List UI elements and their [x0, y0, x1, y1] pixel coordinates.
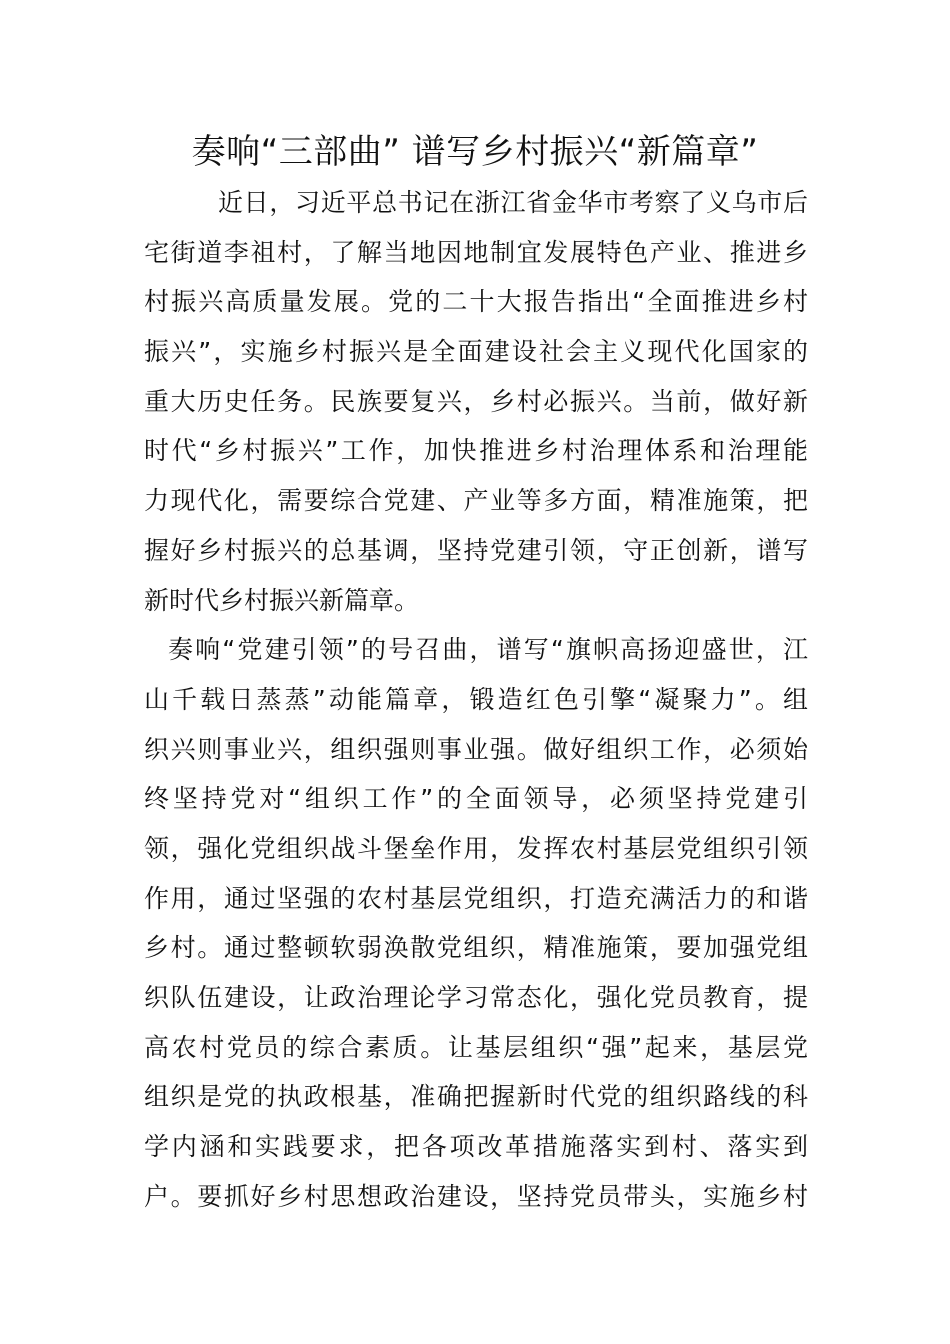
paragraph-2-line: 山千载日蒸蒸”动能篇章，锻造红色引擎“凝聚力”。组 [144, 684, 808, 714]
paragraph-2-line: 学内涵和实践要求，把各项改革措施落实到村、落实到 [144, 1132, 808, 1162]
paragraph-2-line: 终坚持党对“组织工作”的全面领导，必须坚持党建引 [144, 784, 808, 814]
paragraph-1-line: 力现代化，需要综合党建、产业等多方面，精准施策，把 [144, 486, 808, 516]
document-body [144, 178, 808, 1221]
paragraph-2-line: 奏响“党建引领”的号召曲，谱写“旗帜高扬迎盛世，江 [168, 635, 808, 665]
document-title: 奏响“三部曲” 谱写乡村振兴“新篇章” [191, 132, 759, 172]
paragraph-2-line: 组织是党的执政根基，准确把握新时代党的组织路线的科 [144, 1082, 808, 1112]
paragraph-1-line: 重大历史任务。民族要复兴，乡村必振兴。当前，做好新 [144, 386, 808, 416]
paragraph-2-line: 领，强化党组织战斗堡垒作用，发挥农村基层党组织引领 [144, 833, 808, 863]
paragraph-1-line: 近日，习近平总书记在浙江省金华市考察了义乌市后 [218, 188, 808, 217]
paragraph-1-line: 村振兴高质量发展。党的二十大报告指出“全面推进乡村 [144, 287, 808, 317]
paragraph-2-line: 织队伍建设，让政治理论学习常态化，强化党员教育，提 [144, 983, 808, 1012]
paragraph-1-line: 握好乡村振兴的总基调，坚持党建引领，守正创新，谱写 [144, 535, 808, 565]
paragraph-2-line: 织兴则事业兴，组织强则事业强。做好组织工作，必须始 [144, 734, 808, 764]
paragraph-1-line: 振兴”，实施乡村振兴是全面建设社会主义现代化国家的 [144, 337, 808, 367]
paragraph-2-line: 作用，通过坚强的农村基层党组织，打造充满活力的和谐 [144, 883, 808, 913]
paragraph-2-line: 高农村党员的综合素质。让基层组织“强”起来，基层党 [144, 1032, 808, 1062]
paragraph-2-line: 户。要抓好乡村思想政治建设，坚持党员带头，实施乡村 [144, 1181, 808, 1211]
paragraph-1-line: 时代“乡村振兴”工作，加快推进乡村治理体系和治理能 [144, 436, 808, 466]
paragraph-2-line: 乡村。通过整顿软弱涣散党组织，精准施策，要加强党组 [144, 933, 808, 963]
paragraph-1-line: 新时代乡村振兴新篇章。 [144, 585, 420, 615]
paragraph-1-line: 宅街道李祖村，了解当地因地制宜发展特色产业、推进乡 [144, 237, 808, 267]
